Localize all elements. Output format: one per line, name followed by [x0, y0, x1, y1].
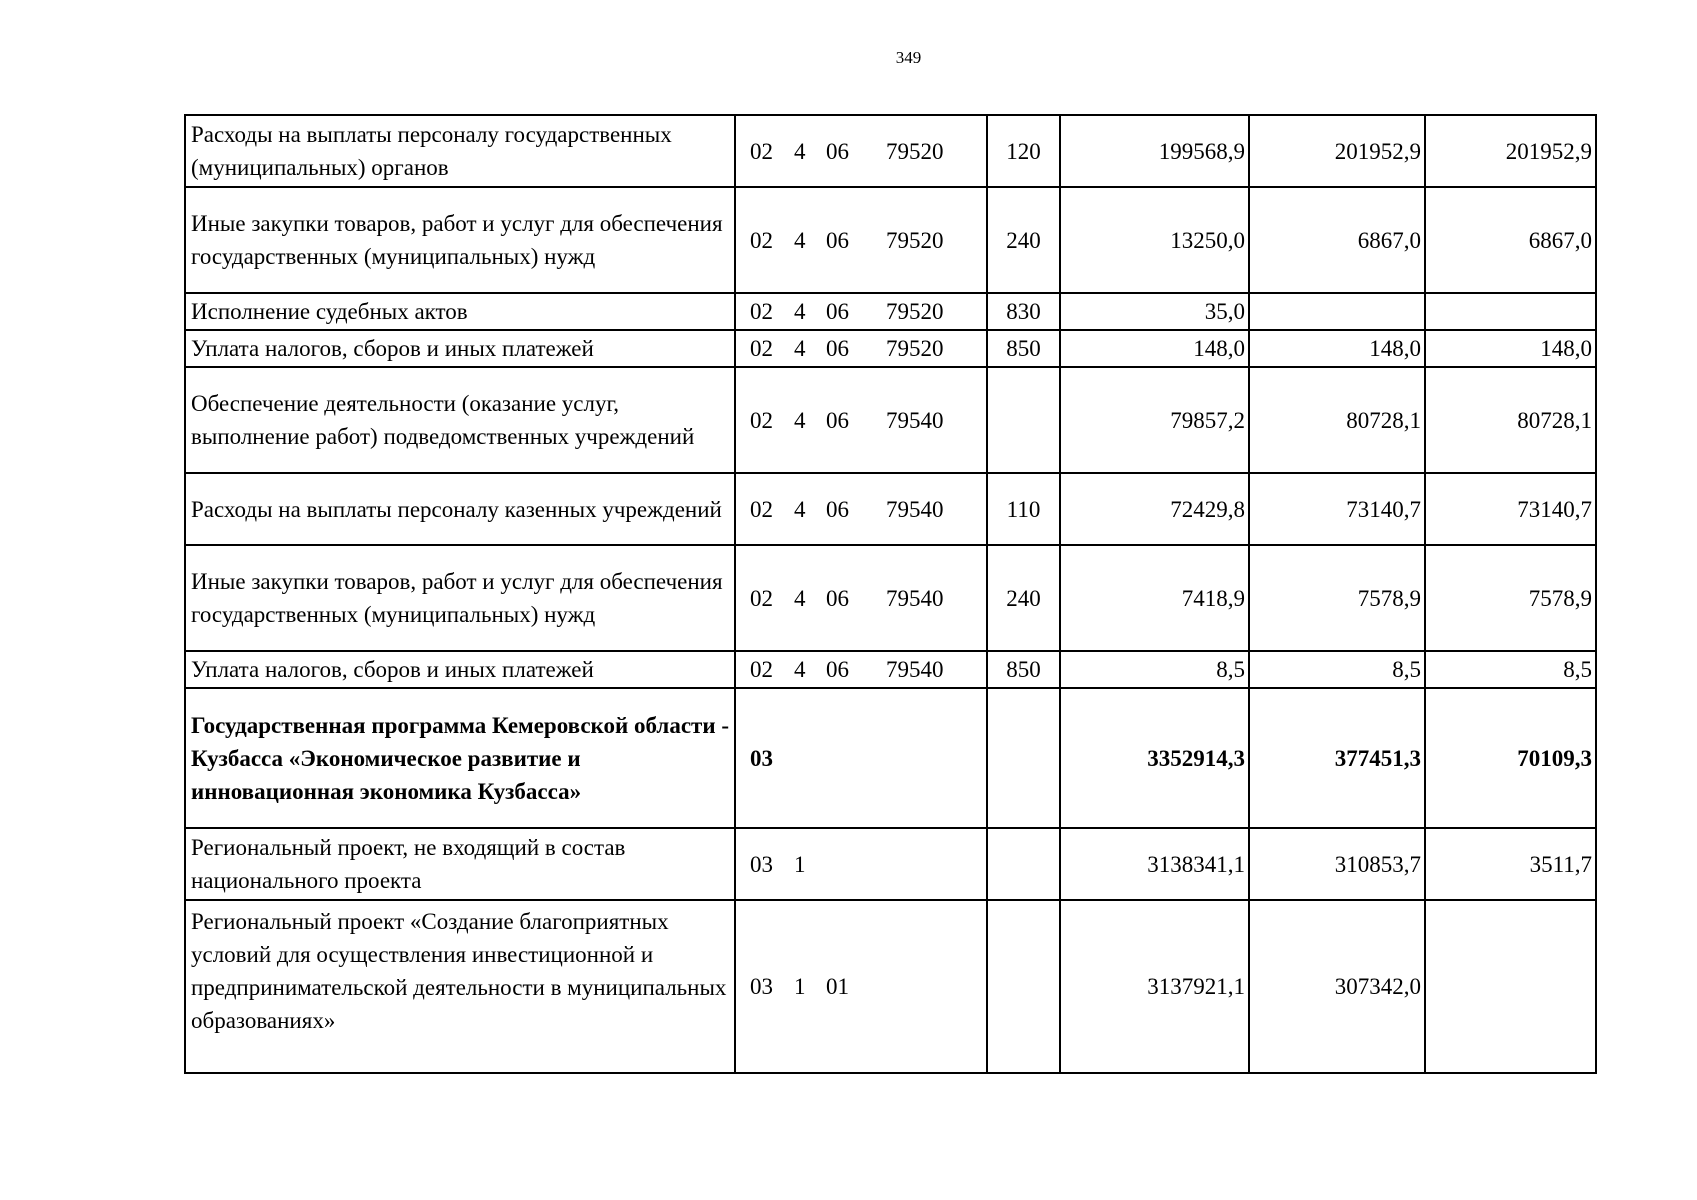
row-amount-year3: 80728,1	[1425, 367, 1596, 473]
row-amount-year3: 70109,3	[1425, 688, 1596, 828]
row-amount-year3: 201952,9	[1425, 115, 1596, 187]
row-amount-year1: 3137921,1	[1060, 900, 1249, 1073]
code-subprogram: 4	[794, 336, 806, 361]
row-amount-year1: 13250,0	[1060, 187, 1249, 293]
row-name: Региональный проект, не входящий в состав национального проекта	[185, 828, 735, 900]
code-measure: 06	[826, 227, 849, 253]
table-row	[185, 545, 1596, 651]
row-amount-year3	[1425, 293, 1596, 330]
table-row	[185, 473, 1596, 545]
code-subprogram: 1	[794, 974, 806, 999]
row-name: Уплата налогов, сборов и иных платежей	[185, 330, 735, 367]
code-direction: 79520	[886, 336, 944, 361]
code-program: 03	[750, 745, 773, 771]
row-code	[735, 828, 987, 900]
row-amount-year3: 6867,0	[1425, 187, 1596, 293]
row-code	[735, 900, 987, 1073]
row-expense-type	[987, 688, 1060, 828]
row-code	[735, 545, 987, 651]
row-amount-year1: 148,0	[1060, 330, 1249, 367]
row-amount-year1: 199568,9	[1060, 115, 1249, 187]
row-code	[735, 367, 987, 473]
code-program: 02	[750, 585, 773, 611]
row-amount-year3: 8,5	[1425, 651, 1596, 688]
code-subprogram: 1	[794, 851, 806, 877]
row-amount-year1: 79857,2	[1060, 367, 1249, 473]
row-name: Исполнение судебных актов	[185, 293, 735, 330]
row-code	[735, 187, 987, 293]
row-expense-type: 240	[987, 187, 1060, 293]
row-name: Иные закупки товаров, работ и услуг для обеспечения государственных (муниципальных) нужд	[185, 187, 735, 293]
table-row	[185, 115, 1596, 187]
code-program: 02	[750, 138, 773, 164]
row-name: Иные закупки товаров, работ и услуг для обеспечения государственных (муниципальных) нужд	[185, 545, 735, 651]
row-amount-year2: 148,0	[1249, 330, 1425, 367]
row-name: Региональный проект «Создание благоприятных условий для осуществления инвестиционной и предпринимательской деятельности в муниципальных образованиях»	[185, 900, 735, 1073]
row-amount-year1: 8,5	[1060, 651, 1249, 688]
code-program: 03	[750, 851, 773, 877]
table-row	[185, 688, 1596, 828]
row-code	[735, 473, 987, 545]
code-program: 02	[750, 657, 773, 682]
code-program: 02	[750, 496, 773, 522]
row-amount-year2: 377451,3	[1249, 688, 1425, 828]
table-row	[185, 651, 1596, 688]
code-measure: 06	[826, 138, 849, 164]
code-subprogram: 4	[794, 407, 806, 433]
row-amount-year3: 73140,7	[1425, 473, 1596, 545]
row-amount-year3: 7578,9	[1425, 545, 1596, 651]
row-amount-year1: 7418,9	[1060, 545, 1249, 651]
code-measure: 06	[826, 336, 849, 361]
code-measure: 01	[826, 974, 849, 999]
row-amount-year2: 307342,0	[1249, 900, 1425, 1073]
code-direction: 79540	[886, 407, 944, 433]
code-subprogram: 4	[794, 585, 806, 611]
table-row	[185, 330, 1596, 367]
code-program: 02	[750, 336, 773, 361]
row-expense-type	[987, 828, 1060, 900]
code-subprogram: 4	[794, 227, 806, 253]
code-measure: 06	[826, 657, 849, 682]
row-name: Расходы на выплаты персоналу казенных учреждений	[185, 473, 735, 545]
row-amount-year2: 80728,1	[1249, 367, 1425, 473]
row-code	[735, 115, 987, 187]
code-measure: 06	[826, 496, 849, 522]
code-measure: 06	[826, 407, 849, 433]
code-direction: 79520	[886, 299, 944, 324]
row-amount-year1: 3138341,1	[1060, 828, 1249, 900]
code-measure: 06	[826, 299, 849, 324]
code-direction: 79540	[886, 496, 944, 522]
row-expense-type: 120	[987, 115, 1060, 187]
row-amount-year1: 3352914,3	[1060, 688, 1249, 828]
row-amount-year2: 310853,7	[1249, 828, 1425, 900]
row-code	[735, 293, 987, 330]
row-expense-type: 850	[987, 330, 1060, 367]
row-amount-year3	[1425, 900, 1596, 1073]
code-program: 02	[750, 299, 773, 324]
table-row	[185, 293, 1596, 330]
row-expense-type: 850	[987, 651, 1060, 688]
row-amount-year2: 6867,0	[1249, 187, 1425, 293]
code-subprogram: 4	[794, 299, 806, 324]
row-code	[735, 651, 987, 688]
row-expense-type: 830	[987, 293, 1060, 330]
row-amount-year2	[1249, 293, 1425, 330]
code-program: 03	[750, 974, 773, 999]
row-expense-type: 240	[987, 545, 1060, 651]
row-amount-year2: 7578,9	[1249, 545, 1425, 651]
table-row	[185, 900, 1596, 1073]
row-expense-type: 110	[987, 473, 1060, 545]
row-amount-year3: 148,0	[1425, 330, 1596, 367]
budget-table	[184, 114, 1597, 1074]
code-subprogram: 4	[794, 657, 806, 682]
row-amount-year1: 72429,8	[1060, 473, 1249, 545]
code-direction: 79520	[886, 138, 944, 164]
table-row	[185, 367, 1596, 473]
code-subprogram: 4	[794, 496, 806, 522]
code-subprogram: 4	[794, 138, 806, 164]
row-amount-year2: 73140,7	[1249, 473, 1425, 545]
table-row	[185, 828, 1596, 900]
code-program: 02	[750, 227, 773, 253]
row-amount-year2: 8,5	[1249, 651, 1425, 688]
row-name: Расходы на выплаты персоналу государственных (муниципальных) органов	[185, 115, 735, 187]
code-direction: 79540	[886, 657, 944, 682]
code-direction: 79520	[886, 227, 944, 253]
row-expense-type	[987, 367, 1060, 473]
code-program: 02	[750, 407, 773, 433]
row-amount-year1: 35,0	[1060, 293, 1249, 330]
row-code	[735, 688, 987, 828]
code-direction: 79540	[886, 585, 944, 611]
table-row	[185, 187, 1596, 293]
row-amount-year2: 201952,9	[1249, 115, 1425, 187]
row-name: Уплата налогов, сборов и иных платежей	[185, 651, 735, 688]
row-name: Государственная программа Кемеровской области - Кузбасса «Экономическое развитие и инновационная экономика Кузбасса»	[185, 688, 735, 828]
row-code	[735, 330, 987, 367]
code-measure: 06	[826, 585, 849, 611]
row-amount-year3: 3511,7	[1425, 828, 1596, 900]
row-expense-type	[987, 900, 1060, 1073]
row-name: Обеспечение деятельности (оказание услуг, выполнение работ) подведомственных учреждений	[185, 367, 735, 473]
page-number: 349	[895, 48, 922, 67]
